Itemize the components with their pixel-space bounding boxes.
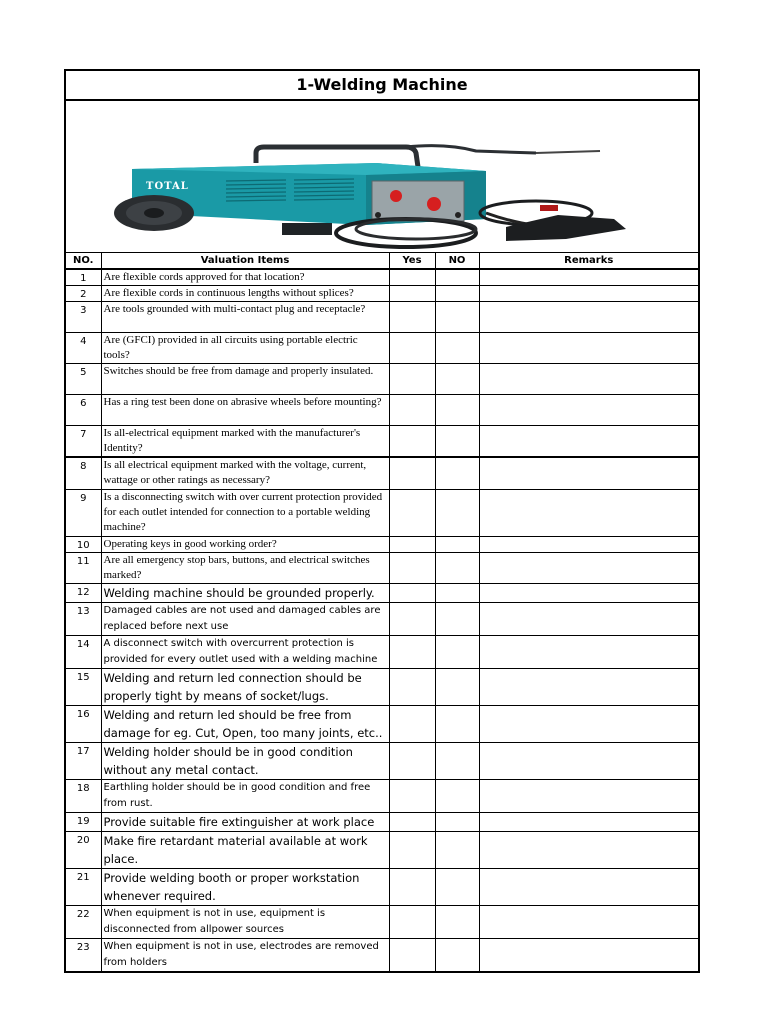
yes-cell[interactable] (389, 333, 435, 364)
yes-cell[interactable] (389, 536, 435, 552)
yes-cell[interactable] (389, 552, 435, 583)
valuation-item: Earthling holder should be in good condition and free from rust. (101, 779, 389, 812)
valuation-item: Are flexible cords in continuous lengths without splices? (101, 286, 389, 302)
table-row (66, 868, 698, 905)
remarks-cell[interactable] (479, 868, 698, 905)
col-header-item: Valuation Items (101, 253, 389, 269)
yes-cell[interactable] (389, 668, 435, 705)
row-number: 23 (66, 938, 101, 971)
row-number: 10 (66, 536, 101, 552)
row-number: 7 (66, 426, 101, 458)
remarks-cell[interactable] (479, 742, 698, 779)
valuation-item: Are tools grounded with multi-contact plug and receptacle? (101, 302, 389, 333)
yes-cell[interactable] (389, 635, 435, 668)
remarks-cell[interactable] (479, 364, 698, 395)
remarks-cell[interactable] (479, 938, 698, 971)
row-number: 8 (66, 457, 101, 489)
yes-cell[interactable] (389, 742, 435, 779)
table-row (66, 668, 698, 705)
no-cell[interactable] (435, 333, 479, 364)
table-row (66, 364, 698, 395)
page-title: 1-Welding Machine (66, 71, 698, 101)
col-header-no: NO. (66, 253, 101, 269)
yes-cell[interactable] (389, 395, 435, 426)
table-row (66, 536, 698, 552)
remarks-cell[interactable] (479, 668, 698, 705)
table-row (66, 457, 698, 489)
yes-cell[interactable] (389, 457, 435, 489)
no-cell[interactable] (435, 426, 479, 458)
no-cell[interactable] (435, 364, 479, 395)
remarks-cell[interactable] (479, 489, 698, 536)
row-number: 6 (66, 395, 101, 426)
remarks-cell[interactable] (479, 269, 698, 286)
no-cell[interactable] (435, 269, 479, 286)
table-row (66, 583, 698, 602)
row-number: 1 (66, 269, 101, 286)
no-cell[interactable] (435, 779, 479, 812)
valuation-item: Is all electrical equipment marked with the voltage, current, wattage or other ratings as necessary? (101, 457, 389, 489)
yes-cell[interactable] (389, 286, 435, 302)
valuation-item: Are (GFCI) provided in all circuits using portable electric tools? (101, 333, 389, 364)
remarks-cell[interactable] (479, 333, 698, 364)
yes-cell[interactable] (389, 583, 435, 602)
remarks-cell[interactable] (479, 635, 698, 668)
valuation-item: Welding and return led should be free from damage for eg. Cut, Open, too many joints, etc.. (101, 705, 389, 742)
no-cell[interactable] (435, 536, 479, 552)
col-header-yes: Yes (389, 253, 435, 269)
brand-label: TOTAL (146, 181, 189, 192)
valuation-item: A disconnect switch with overcurrent protection is provided for every outlet used with a welding machine (101, 635, 389, 668)
row-number: 15 (66, 668, 101, 705)
table-row (66, 333, 698, 364)
table-row (66, 938, 698, 971)
valuation-item: Welding and return led connection should be properly tight by means of socket/lugs. (101, 668, 389, 705)
table-row (66, 831, 698, 868)
table-row (66, 286, 698, 302)
row-number: 3 (66, 302, 101, 333)
yes-cell[interactable] (389, 812, 435, 831)
yes-cell[interactable] (389, 426, 435, 458)
yes-cell[interactable] (389, 364, 435, 395)
valuation-item: Operating keys in good working order? (101, 536, 389, 552)
remarks-cell[interactable] (479, 286, 698, 302)
valuation-item: Damaged cables are not used and damaged cables are replaced before next use (101, 602, 389, 635)
yes-cell[interactable] (389, 489, 435, 536)
table-header-row (66, 253, 698, 269)
no-cell[interactable] (435, 742, 479, 779)
table-row (66, 812, 698, 831)
no-cell[interactable] (435, 668, 479, 705)
no-cell[interactable] (435, 868, 479, 905)
yes-cell[interactable] (389, 831, 435, 868)
checklist-sheet (64, 69, 700, 973)
remarks-cell[interactable] (479, 536, 698, 552)
row-number: 20 (66, 831, 101, 868)
remarks-cell[interactable] (479, 302, 698, 333)
yes-cell[interactable] (389, 602, 435, 635)
no-cell[interactable] (435, 635, 479, 668)
row-number: 5 (66, 364, 101, 395)
remarks-cell[interactable] (479, 905, 698, 938)
table-row (66, 302, 698, 333)
remarks-cell[interactable] (479, 583, 698, 602)
no-cell[interactable] (435, 812, 479, 831)
yes-cell[interactable] (389, 905, 435, 938)
row-number: 21 (66, 868, 101, 905)
table-row (66, 779, 698, 812)
table-row (66, 552, 698, 583)
remarks-cell[interactable] (479, 602, 698, 635)
row-number: 4 (66, 333, 101, 364)
no-cell[interactable] (435, 552, 479, 583)
no-cell[interactable] (435, 583, 479, 602)
row-number: 9 (66, 489, 101, 536)
valuation-item: Is a disconnecting switch with over current protection provided for each outlet intended for connection to a portable welding machine? (101, 489, 389, 536)
valuation-item: Welding holder should be in good condition without any metal contact. (101, 742, 389, 779)
col-header-remarks: Remarks (479, 253, 698, 269)
remarks-cell[interactable] (479, 705, 698, 742)
valuation-table (66, 253, 698, 971)
no-cell[interactable] (435, 831, 479, 868)
valuation-item: When equipment is not in use, equipment is disconnected from allpower sources (101, 905, 389, 938)
yes-cell[interactable] (389, 705, 435, 742)
row-number: 16 (66, 705, 101, 742)
remarks-cell[interactable] (479, 457, 698, 489)
table-row (66, 269, 698, 286)
no-cell[interactable] (435, 905, 479, 938)
remarks-cell[interactable] (479, 779, 698, 812)
row-number: 12 (66, 583, 101, 602)
row-number: 13 (66, 602, 101, 635)
welding-machine-image (66, 101, 698, 253)
table-row (66, 705, 698, 742)
row-number: 2 (66, 286, 101, 302)
remarks-cell[interactable] (479, 831, 698, 868)
valuation-item: Provide suitable fire extinguisher at work place (101, 812, 389, 831)
table-row (66, 742, 698, 779)
valuation-item: Is all-electrical equipment marked with the manufacturer's Identity? (101, 426, 389, 458)
no-cell[interactable] (435, 457, 479, 489)
row-number: 19 (66, 812, 101, 831)
table-row (66, 635, 698, 668)
table-row (66, 489, 698, 536)
valuation-item: When equipment is not in use, electrodes are removed from holders (101, 938, 389, 971)
remarks-cell[interactable] (479, 395, 698, 426)
table-row (66, 905, 698, 938)
col-header-no-answer: NO (435, 253, 479, 269)
row-number: 18 (66, 779, 101, 812)
valuation-item: Has a ring test been done on abrasive wheels before mounting? (101, 395, 389, 426)
no-cell[interactable] (435, 395, 479, 426)
table-row (66, 395, 698, 426)
no-cell[interactable] (435, 602, 479, 635)
table-row (66, 426, 698, 458)
remarks-cell[interactable] (479, 812, 698, 831)
yes-cell[interactable] (389, 868, 435, 905)
no-cell[interactable] (435, 302, 479, 333)
yes-cell[interactable] (389, 302, 435, 333)
no-cell[interactable] (435, 938, 479, 971)
yes-cell[interactable] (389, 269, 435, 286)
table-row (66, 602, 698, 635)
row-number: 22 (66, 905, 101, 938)
row-number: 11 (66, 552, 101, 583)
welding-machine-illustration (66, 101, 698, 252)
valuation-item: Are all emergency stop bars, buttons, and electrical switches marked? (101, 552, 389, 583)
valuation-item: Provide welding booth or proper workstation whenever required. (101, 868, 389, 905)
valuation-item: Switches should be free from damage and properly insulated. (101, 364, 389, 395)
valuation-item: Make fire retardant material available at work place. (101, 831, 389, 868)
valuation-item: Are flexible cords approved for that location? (101, 269, 389, 286)
remarks-cell[interactable] (479, 552, 698, 583)
yes-cell[interactable] (389, 779, 435, 812)
remarks-cell[interactable] (479, 426, 698, 458)
valuation-item: Welding machine should be grounded properly. (101, 583, 389, 602)
row-number: 17 (66, 742, 101, 779)
no-cell[interactable] (435, 286, 479, 302)
yes-cell[interactable] (389, 938, 435, 971)
no-cell[interactable] (435, 705, 479, 742)
row-number: 14 (66, 635, 101, 668)
no-cell[interactable] (435, 489, 479, 536)
